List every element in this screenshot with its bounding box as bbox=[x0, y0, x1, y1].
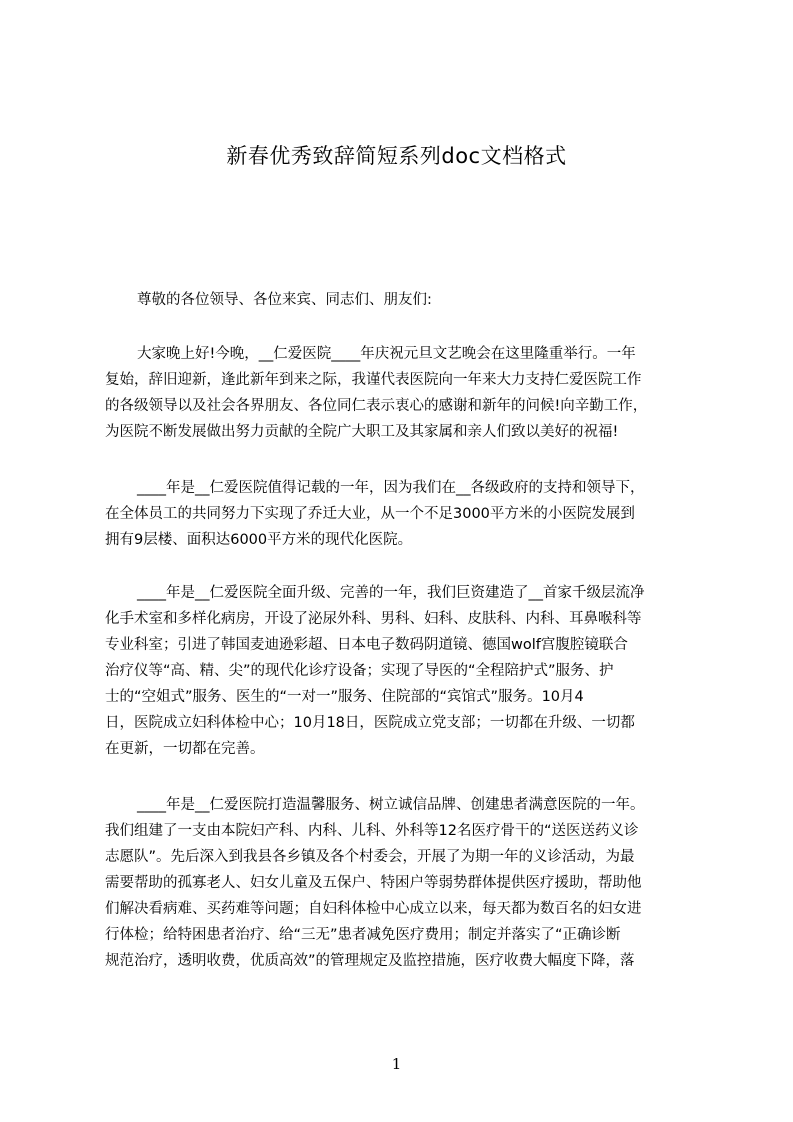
paragraph-line: 治疗仪等“高、精、尖”的现代化诊疗设备；实现了导医的“全程陪护式”服务、护 bbox=[105, 663, 614, 679]
paragraph-line: 为医院不断发展做出努力贡献的全院广大职工及其家属和亲人们致以美好的祝福! bbox=[105, 424, 619, 440]
page-number: 1 bbox=[391, 1055, 402, 1073]
paragraph-line: 我们组建了一支由本院妇产科、内科、儿科、外科等12名医疗骨干的“送医送药义诊 bbox=[105, 823, 639, 839]
paragraph-line: 专业科室；引进了韩国麦迪逊彩超、日本电子数码阴道镜、德国wolf宫腹腔镜联合 bbox=[105, 637, 628, 653]
paragraph-line: ____年是__仁爱医院值得记载的一年，因为我们在__各级政府的支持和领导下， bbox=[137, 480, 645, 496]
paragraph-line: 拥有9层楼、面积达6000平方米的现代化医院。 bbox=[105, 532, 413, 548]
paragraph-achievement-2 bbox=[105, 580, 700, 762]
paragraph-opening bbox=[105, 341, 700, 445]
paragraph-line: ____年是__仁爱医院全面升级、完善的一年，我们巨资建造了__首家千级层流净 bbox=[137, 585, 645, 601]
paragraph-line: 行体检；给特困患者治疗、给“三无”患者减免医疗费用；制定并落实了“正确诊断 bbox=[105, 927, 621, 943]
paragraph-line: 志愿队”。先后深入到我县各乡镇及各个村委会，开展了为期一年的义诊活动，为最 bbox=[105, 849, 635, 865]
paragraph-line: 士的“空姐式”服务、医生的“一对一”服务、住院部的“宾馆式”服务。10月4 bbox=[105, 689, 584, 705]
paragraph-line: 化手术室和多样化病房，开设了泌尿外科、男科、妇科、皮肤科、内科、耳鼻喉科等 bbox=[105, 611, 642, 627]
paragraph-line: ____年是__仁爱医院打造温馨服务、树立诚信品牌、创建患者满意医院的一年。 bbox=[137, 797, 645, 813]
document-title: 新春优秀致辞简短系列doc文档格式 bbox=[226, 144, 567, 168]
paragraph-line: 的各级领导以及社会各界朋友、各位同仁表示衷心的感谢和新年的问候!向辛勤工作， bbox=[105, 398, 648, 414]
paragraph-achievement-3 bbox=[105, 792, 700, 974]
paragraph-line: 大家晚上好!今晚，__仁爱医院____年庆祝元旦文艺晚会在这里隆重举行。一年 bbox=[137, 346, 636, 362]
paragraph-line: 在更新，一切都在完善。 bbox=[105, 741, 265, 757]
paragraph-greeting bbox=[105, 287, 700, 313]
paragraph-line: 日，医院成立妇科体检中心；10月18日，医院成立党支部；一切都在升级、一切都 bbox=[105, 715, 635, 731]
paragraph-line: 复始，辞旧迎新，逢此新年到来之际，我谨代表医院向一年来大力支持仁爱医院工作 bbox=[105, 372, 642, 388]
paragraph-line: 需要帮助的孤寡老人、妇女儿童及五保户、特困户等弱势群体提供医疗援助，帮助他 bbox=[105, 875, 642, 891]
paragraph-line: 规范治疗，透明收费，优质高效”的管理规定及监控措施，医疗收费大幅度下降，落 bbox=[105, 953, 635, 969]
paragraph-line: 在全体员工的共同努力下实现了乔迁大业，从一个不足3000平方米的小医院发展到 bbox=[105, 506, 635, 522]
paragraph-line: 们解决看病难、买药难等问题；自妇科体检中心成立以来，每天都为数百名的妇女进 bbox=[105, 901, 642, 917]
paragraph-achievement-1 bbox=[105, 475, 700, 553]
paragraph-line: 尊敬的各位领导、各位来宾、同志们、朋友们: bbox=[137, 292, 432, 308]
